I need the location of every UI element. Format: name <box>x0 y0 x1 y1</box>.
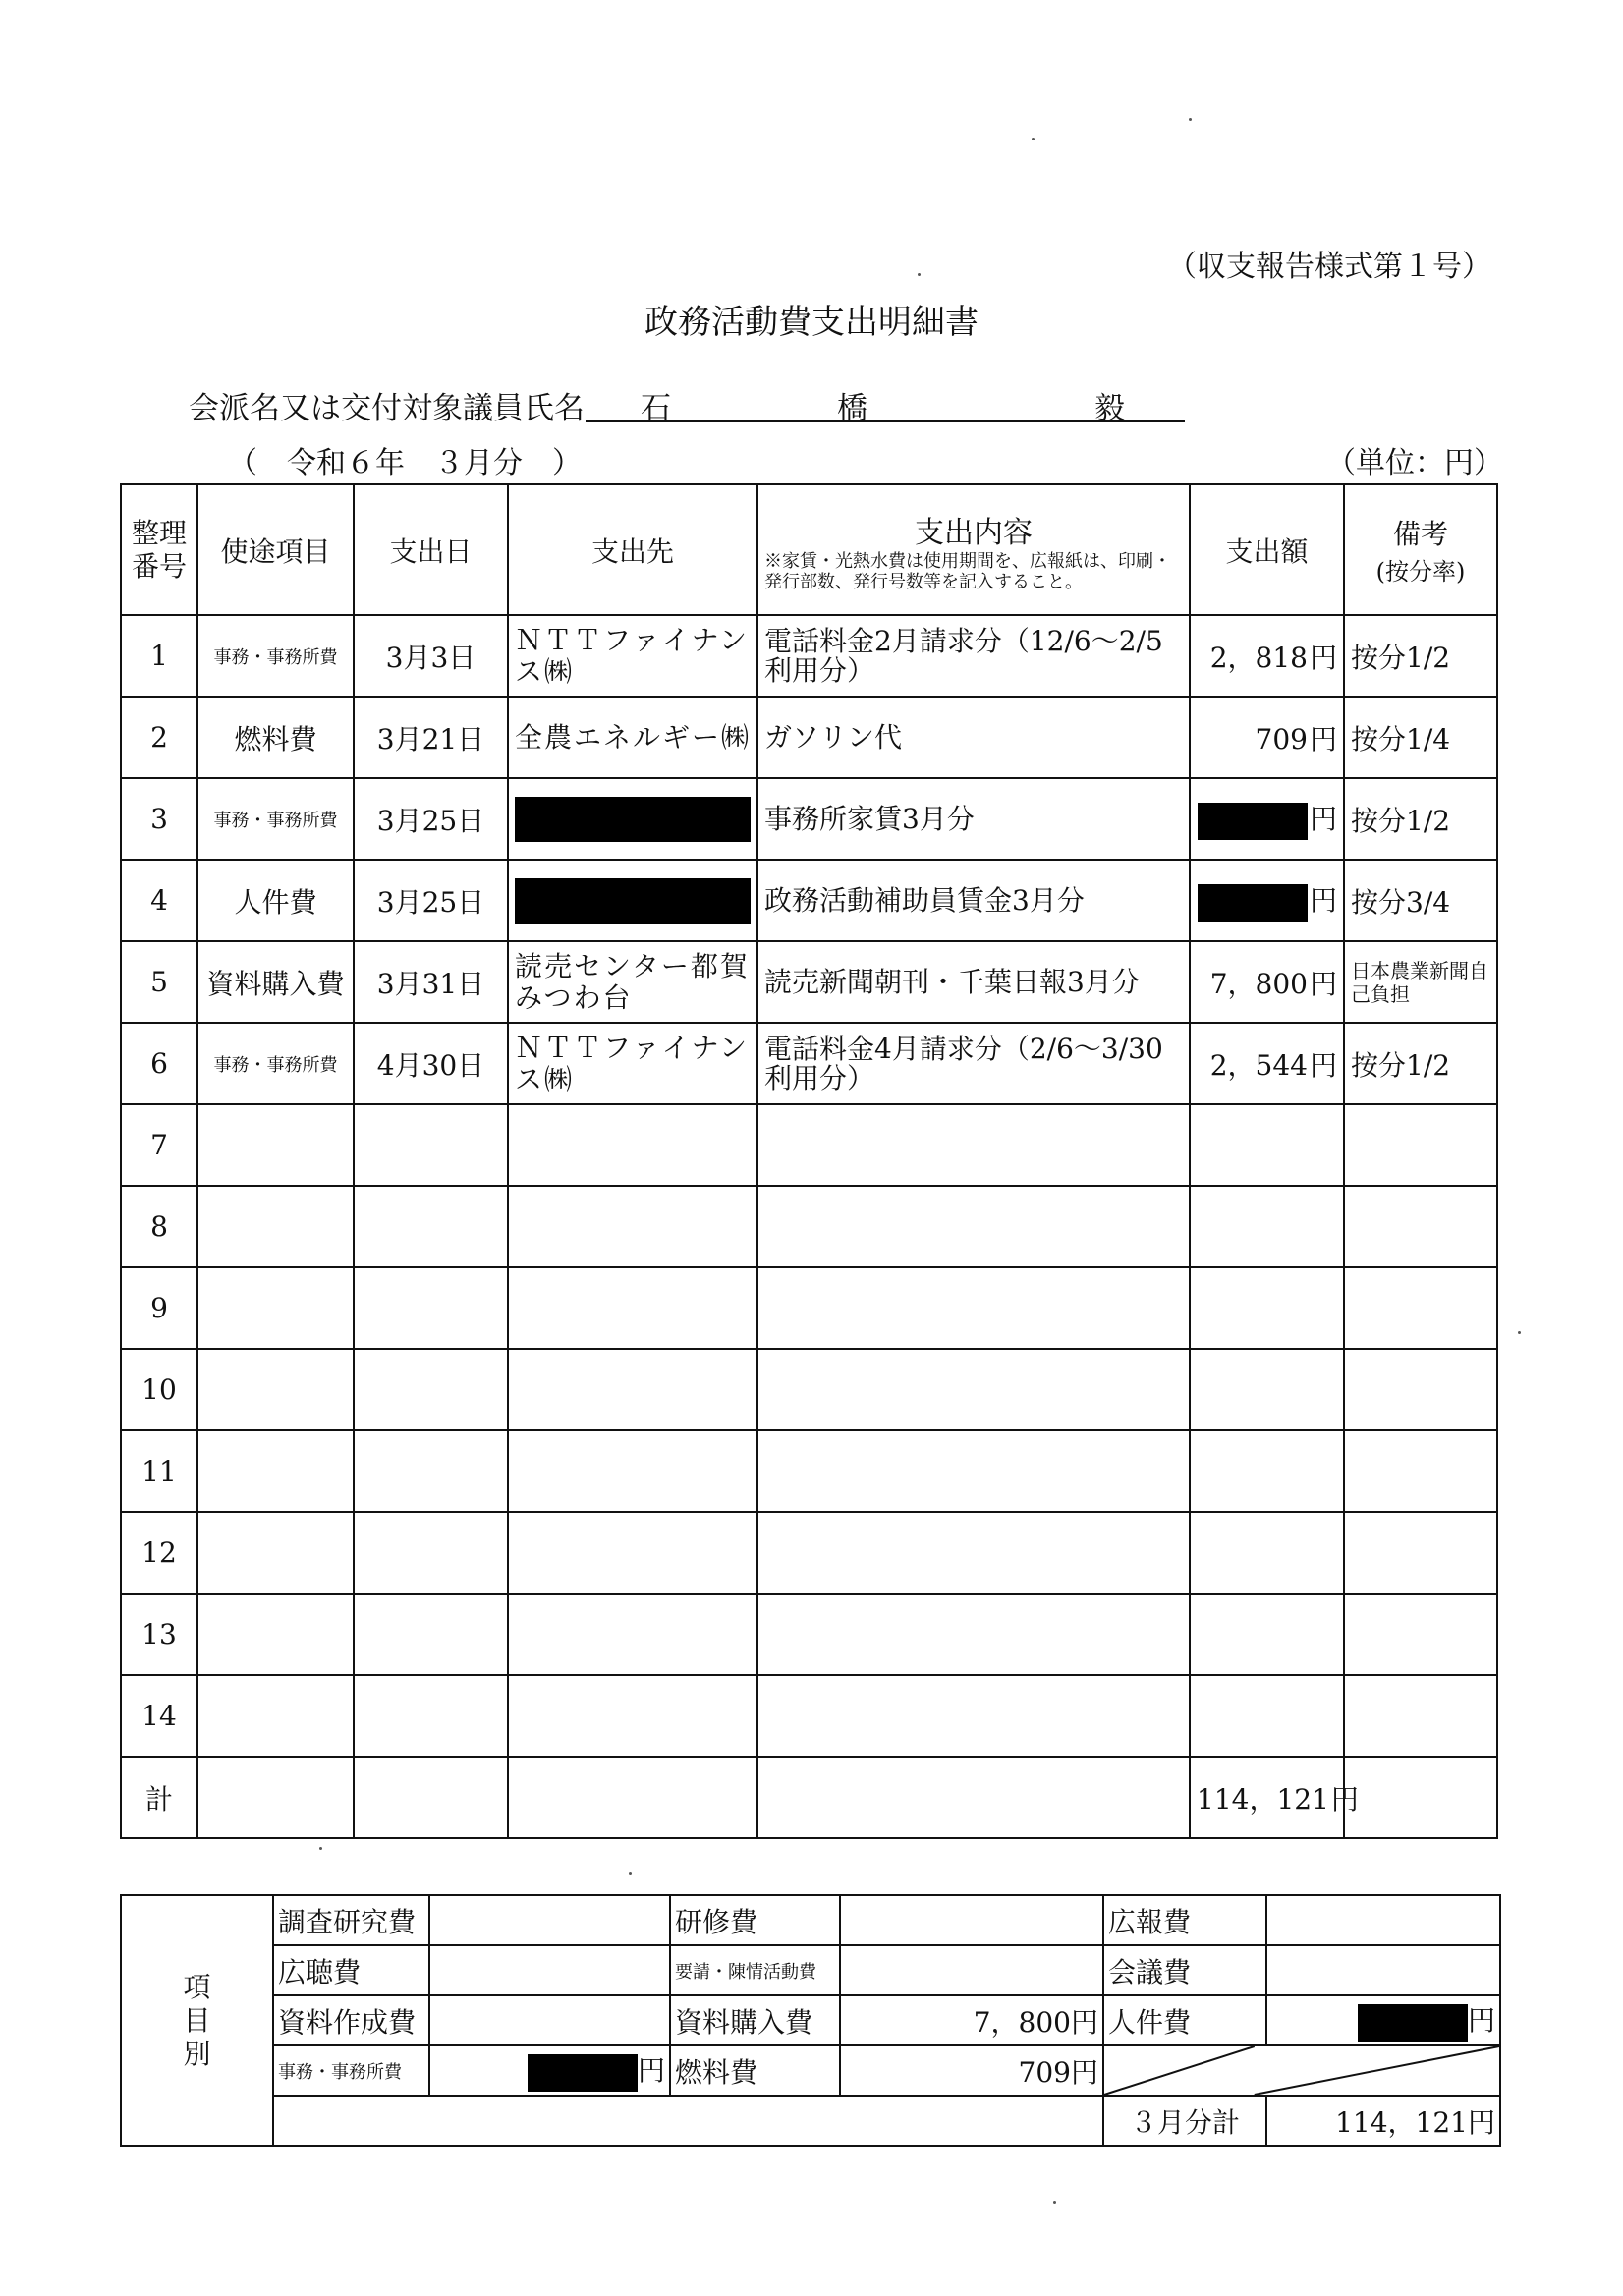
total-label: 計 <box>121 1757 197 1838</box>
redaction-block <box>515 878 751 924</box>
row-payee: 読売センター都賀みつわ台 <box>508 941 757 1023</box>
category-summary-table <box>120 1894 1501 2147</box>
row-category <box>197 1430 354 1512</box>
row-payee <box>508 860 757 941</box>
row-number: 1 <box>121 615 197 697</box>
table-row <box>121 1023 1497 1104</box>
row-category <box>197 1104 354 1186</box>
member-underline <box>586 420 1185 422</box>
row-remark: 日本農業新聞自己負担 <box>1344 941 1497 1023</box>
row-number: 14 <box>121 1675 197 1757</box>
crossed-out-cell <box>1103 2045 1500 2096</box>
row-description <box>757 1430 1190 1512</box>
scan-speck <box>1053 2201 1056 2204</box>
amount-value: 7，800 <box>1209 967 1308 1000</box>
row-remark <box>1344 1349 1497 1430</box>
empty-cell <box>757 1757 1190 1838</box>
empty-cell <box>354 1757 508 1838</box>
row-description <box>757 1594 1190 1675</box>
table-row <box>121 1104 1497 1186</box>
row-date <box>354 1512 508 1594</box>
label-chosa: 調査研究費 <box>273 1895 429 1945</box>
label-kocho: 広聴費 <box>273 1945 429 1995</box>
label-shiryo-sakusei: 資料作成費 <box>273 1995 429 2045</box>
row-payee: ＮＴＴファイナンス㈱ <box>508 1023 757 1104</box>
row-number: 9 <box>121 1267 197 1349</box>
label-nenryo: 燃料費 <box>670 2045 840 2096</box>
row-category <box>197 1675 354 1757</box>
col-header-no: 整理番号 <box>121 484 197 615</box>
row-category <box>197 1267 354 1349</box>
empty-cell <box>1344 1757 1497 1838</box>
row-description: ガソリン代 <box>757 697 1190 778</box>
row-date <box>354 1267 508 1349</box>
row-description: 電話料金2月請求分（12/6～2/5利用分） <box>757 615 1190 697</box>
description-header-title: 支出内容 <box>915 515 1033 550</box>
row-amount <box>1190 778 1344 860</box>
row-payee: 全農エネルギー㈱ <box>508 697 757 778</box>
unit-label: （単位：円） <box>1326 446 1503 480</box>
row-payee <box>508 1594 757 1675</box>
side-label-char: 別 <box>183 2037 211 2070</box>
row-category <box>197 1594 354 1675</box>
row-number: 12 <box>121 1512 197 1594</box>
row-remark <box>1344 1675 1497 1757</box>
document-title: 政務活動費支出明細書 <box>644 303 979 342</box>
row-category <box>197 1349 354 1430</box>
table-row <box>121 1186 1497 1267</box>
amount-value: 2，818 <box>1209 641 1308 674</box>
member-name-part: 毅 <box>1094 391 1125 426</box>
label-kenshu: 研修費 <box>670 1895 840 1945</box>
row-date: 4月30日 <box>354 1023 508 1104</box>
remark-header-sub: (按分率) <box>1375 558 1466 586</box>
row-amount <box>1190 1594 1344 1675</box>
row-amount <box>1190 941 1344 1023</box>
yen-unit: 円 <box>1330 1782 1359 1816</box>
col-header-date: 支出日 <box>354 484 508 615</box>
row-amount <box>1190 860 1344 941</box>
month-total-label: ３月分計 <box>1103 2096 1266 2146</box>
row-amount <box>1190 1349 1344 1430</box>
row-number: 5 <box>121 941 197 1023</box>
row-payee: ＮＴＴファイナンス㈱ <box>508 615 757 697</box>
row-amount <box>1190 615 1344 697</box>
row-date <box>354 1186 508 1267</box>
yen-unit: 円 <box>1309 884 1337 918</box>
label-yosei: 要請・陳情活動費 <box>670 1945 840 1995</box>
value-jinken <box>1266 1995 1500 2045</box>
row-category: 事務・事務所費 <box>197 1023 354 1104</box>
row-payee <box>508 1104 757 1186</box>
value-shiryo-konyu: 7，800円 <box>840 1995 1103 2045</box>
row-date <box>354 1430 508 1512</box>
table-row <box>121 778 1497 860</box>
yen-unit: 円 <box>1309 1048 1337 1082</box>
row-category <box>197 1186 354 1267</box>
yen-unit: 円 <box>1309 722 1337 756</box>
scan-speck <box>1518 1331 1521 1334</box>
row-payee <box>508 1186 757 1267</box>
row-date <box>354 1675 508 1757</box>
row-description: 政務活動補助員賃金3月分 <box>757 860 1190 941</box>
row-number: 8 <box>121 1186 197 1267</box>
amount-value: 2，544 <box>1209 1048 1308 1082</box>
table-row <box>121 697 1497 778</box>
row-remark <box>1344 1430 1497 1512</box>
row-remark: 按分1/2 <box>1344 1023 1497 1104</box>
value-jimu <box>429 2045 670 2096</box>
member-name-part: 石 <box>641 391 671 426</box>
redaction-block <box>1198 884 1308 922</box>
row-payee <box>508 1675 757 1757</box>
row-description <box>757 1675 1190 1757</box>
row-amount <box>1190 1512 1344 1594</box>
col-header-payee: 支出先 <box>508 484 757 615</box>
redaction-block <box>528 2054 638 2092</box>
row-amount <box>1190 1675 1344 1757</box>
value-shiryo-sakusei <box>429 1995 670 2045</box>
row-remark <box>1344 1512 1497 1594</box>
report-period: （ 令和６年 ３月分 ） <box>228 446 582 480</box>
yen-unit: 円 <box>637 2054 665 2088</box>
table-row <box>121 1349 1497 1430</box>
amount-value: 709 <box>1255 722 1308 756</box>
value-chosa <box>429 1895 670 1945</box>
scan-speck <box>1189 118 1192 121</box>
row-remark: 按分1/4 <box>1344 697 1497 778</box>
row-number: 7 <box>121 1104 197 1186</box>
yen-unit: 円 <box>1309 967 1337 1000</box>
row-date <box>354 1104 508 1186</box>
yen-unit: 円 <box>1467 2004 1495 2038</box>
row-date: 3月25日 <box>354 778 508 860</box>
redaction-block <box>1358 2004 1468 2042</box>
row-category: 事務・事務所費 <box>197 615 354 697</box>
value-yosei <box>840 1945 1103 1995</box>
empty-cell <box>197 1757 354 1838</box>
row-description: 読売新聞朝刊・千葉日報3月分 <box>757 941 1190 1023</box>
row-amount <box>1190 1430 1344 1512</box>
col-header-amount: 支出額 <box>1190 484 1344 615</box>
side-label-char: 目 <box>183 2003 211 2037</box>
row-description <box>757 1104 1190 1186</box>
description-header-note: ※家賃・光熱水費は使用期間を、広報紙は、印刷・発行部数、発行号数等を記入すること。 <box>764 550 1171 592</box>
label-kaigi: 会議費 <box>1103 1945 1266 1995</box>
row-category: 資料購入費 <box>197 941 354 1023</box>
row-remark: 按分3/4 <box>1344 860 1497 941</box>
label-shiryo-konyu: 資料購入費 <box>670 1995 840 2045</box>
scan-speck <box>1032 138 1035 140</box>
col-header-category: 使途項目 <box>197 484 354 615</box>
table-row <box>121 860 1497 941</box>
redaction-block <box>1198 803 1308 840</box>
table-row <box>121 1267 1497 1349</box>
row-description <box>757 1512 1190 1594</box>
row-date <box>354 1349 508 1430</box>
scan-speck <box>629 1872 632 1875</box>
label-jimu: 事務・事務所費 <box>273 2045 429 2096</box>
row-payee <box>508 1430 757 1512</box>
row-payee <box>508 1349 757 1430</box>
row-amount <box>1190 1023 1344 1104</box>
total-amount <box>1190 1757 1359 1838</box>
row-payee <box>508 1512 757 1594</box>
total-amount-value: 114，121 <box>1197 1782 1329 1816</box>
total-row <box>121 1757 1497 1838</box>
row-amount <box>1190 1186 1344 1267</box>
row-category: 燃料費 <box>197 697 354 778</box>
row-date: 3月21日 <box>354 697 508 778</box>
row-number: 4 <box>121 860 197 941</box>
diagonal-lines <box>1104 2046 1499 2095</box>
row-remark: 按分1/2 <box>1344 615 1497 697</box>
scan-speck <box>319 1847 322 1850</box>
row-date: 3月3日 <box>354 615 508 697</box>
value-kaigi <box>1266 1945 1500 1995</box>
redaction-block <box>515 797 751 842</box>
row-number: 13 <box>121 1594 197 1675</box>
row-date: 3月25日 <box>354 860 508 941</box>
table-row <box>121 941 1497 1023</box>
row-payee <box>508 1267 757 1349</box>
expense-table <box>120 483 1498 1839</box>
row-remark <box>1344 1104 1497 1186</box>
table-row <box>121 1430 1497 1512</box>
value-kocho <box>429 1945 670 1995</box>
table-row <box>121 1512 1497 1594</box>
col-header-description <box>757 484 1190 615</box>
remark-header-title: 備考 <box>1392 518 1448 550</box>
row-number: 10 <box>121 1349 197 1430</box>
label-jinken: 人件費 <box>1103 1995 1266 2045</box>
table-header-row <box>121 484 1497 615</box>
row-description <box>757 1349 1190 1430</box>
yen-unit: 円 <box>1309 641 1337 674</box>
month-total-amount: 114，121円 <box>1266 2096 1500 2146</box>
row-amount <box>1190 1267 1344 1349</box>
blank-cell <box>273 2096 1103 2146</box>
row-number: 11 <box>121 1430 197 1512</box>
value-koho <box>1266 1895 1500 1945</box>
member-name-part: 橋 <box>837 391 867 426</box>
row-remark: 按分1/2 <box>1344 778 1497 860</box>
row-description: 電話料金4月請求分（2/6～3/30利用分） <box>757 1023 1190 1104</box>
value-nenryo: 709円 <box>840 2045 1103 2096</box>
scan-speck <box>918 273 921 276</box>
member-label: 会派名又は交付対象議員氏名 <box>189 391 585 426</box>
row-payee <box>508 778 757 860</box>
table-row <box>121 1675 1497 1757</box>
row-remark <box>1344 1594 1497 1675</box>
row-category <box>197 1512 354 1594</box>
row-category: 人件費 <box>197 860 354 941</box>
yen-unit: 円 <box>1309 803 1337 836</box>
row-date <box>354 1594 508 1675</box>
label-koho: 広報費 <box>1103 1895 1266 1945</box>
form-number: （収支報告様式第１号） <box>1167 250 1491 284</box>
row-description <box>757 1186 1190 1267</box>
table-row <box>121 615 1497 697</box>
row-remark <box>1344 1267 1497 1349</box>
col-header-remark <box>1344 484 1497 615</box>
row-description <box>757 1267 1190 1349</box>
row-amount <box>1190 697 1344 778</box>
row-amount <box>1190 1104 1344 1186</box>
row-number: 2 <box>121 697 197 778</box>
empty-cell <box>508 1757 757 1838</box>
summary-side-label <box>121 1895 273 2146</box>
side-label-char: 項 <box>183 1970 211 2003</box>
row-number: 3 <box>121 778 197 860</box>
row-category: 事務・事務所費 <box>197 778 354 860</box>
table-row <box>121 1594 1497 1675</box>
row-number: 6 <box>121 1023 197 1104</box>
row-description: 事務所家賃3月分 <box>757 778 1190 860</box>
value-kenshu <box>840 1895 1103 1945</box>
row-date: 3月31日 <box>354 941 508 1023</box>
row-remark <box>1344 1186 1497 1267</box>
